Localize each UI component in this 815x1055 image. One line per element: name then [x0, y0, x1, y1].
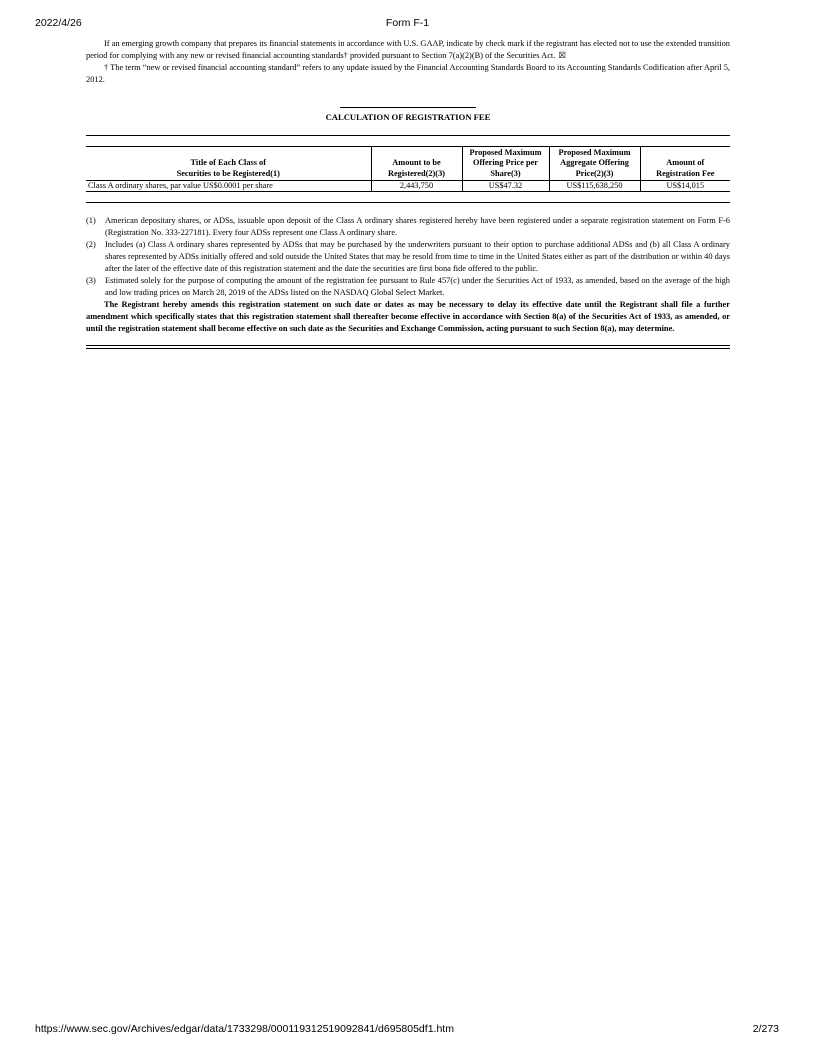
end-double-rule	[86, 345, 730, 349]
checked-box-icon: ☒	[558, 50, 566, 61]
document-content	[86, 38, 730, 349]
double-rule	[86, 345, 730, 349]
header-aggregate-price: Proposed Maximum Aggregate Offering Price(2)(3)	[549, 147, 640, 181]
registration-fee-table	[86, 146, 730, 192]
source-url[interactable]: https://www.sec.gov/Archives/edgar/data/1733298/000119312519092841/d695805df1.htm	[35, 1023, 454, 1035]
print-date: 2022/4/26	[35, 17, 82, 29]
note-text: Includes (a) Class A ordinary shares represented by ADSs that may be purchased by the underwriters pursuant to their option to purchase additional ADSs and (b) all Class A ordinary shares represented by ADSs initially offered and sold outside the United States that may be resold from time to time in the United States either as part of the distribution or within 40 days after the later of the effective date of this registration statement and the date the securities are first bona fide offered to the public.	[105, 240, 730, 274]
table-row	[86, 181, 730, 192]
emerging-growth-paragraph	[86, 38, 730, 62]
note-3	[86, 275, 730, 299]
cell-price-per-share: US$47.32	[462, 181, 549, 192]
note-text: American depositary shares, or ADSs, issuable upon deposit of the Class A ordinary shares registered hereby have been registered under a separate registration statement on Form F-6 (Registration No. 333-227181). Every four ADSs represent one Class A ordinary share.	[105, 216, 730, 238]
form-title: Form F-1	[385, 17, 430, 29]
note-number: (3)	[86, 276, 96, 286]
header-amount-registered: Amount to be Registered(2)(3)	[371, 147, 462, 181]
section-title: CALCULATION OF REGISTRATION FEE	[325, 111, 491, 122]
header-price-per-share: Proposed Maximum Offering Price per Share(3)	[462, 147, 549, 181]
note-number: (2)	[86, 240, 96, 250]
cell-aggregate-price: US$115,638,250	[549, 181, 640, 192]
note-text: Estimated solely for the purpose of computing the amount of the registration fee pursuant to Rule 457(c) under the Securities Act of 1933, as amended, based on the average of the high and low trading prices on March 28, 2019 of the ADSs listed on the NASDAQ Global Select Market.	[105, 276, 730, 297]
cell-amount: 2,443,750	[371, 181, 462, 192]
note-number: (1)	[86, 216, 96, 226]
page-number: 2/273	[752, 1023, 779, 1035]
header-registration-fee: Amount of Registration Fee	[640, 147, 730, 181]
note-1	[86, 215, 730, 239]
cell-fee: US$14,015	[640, 181, 730, 192]
table-notes	[86, 215, 730, 298]
title-rule	[340, 107, 476, 108]
header-title-of-class: Title of Each Class of Securities to be Registered(1)	[86, 147, 371, 181]
note-2	[86, 239, 730, 275]
dagger-footnote: † The term “new or revised financial accounting standard” refers to any update issued by the Financial Accounting Standards Board to its Accounting Standards Codification after April 5, 2012.	[86, 62, 730, 84]
table-top-rule	[86, 135, 730, 136]
cell-title: Class A ordinary shares, par value US$0.0001 per share	[86, 181, 371, 192]
emerging-growth-text: If an emerging growth company that prepares its financial statements in accordance with U.S. GAAP, indicate by check mark if the registrant has elected not to use the extended transition period for complying with any new or revised financial accounting standards† provided pursuant to Section 7(a)(2)(B) of the Securities Act.	[86, 39, 730, 60]
delaying-amendment-legend: The Registrant hereby amends this registration statement on such date or dates as may be necessary to delay its effective date until the Registrant shall file a further amendment which specifically states that this registration statement shall thereafter become effective in accordance with Section 8(a) of the Securities Act of 1933, as amended, or until the registration statement shall become effective on such date as the Securities and Exchange Commission, acting pursuant to such Section 8(a), may determine.	[86, 299, 730, 333]
table-bottom-rule	[86, 202, 730, 203]
